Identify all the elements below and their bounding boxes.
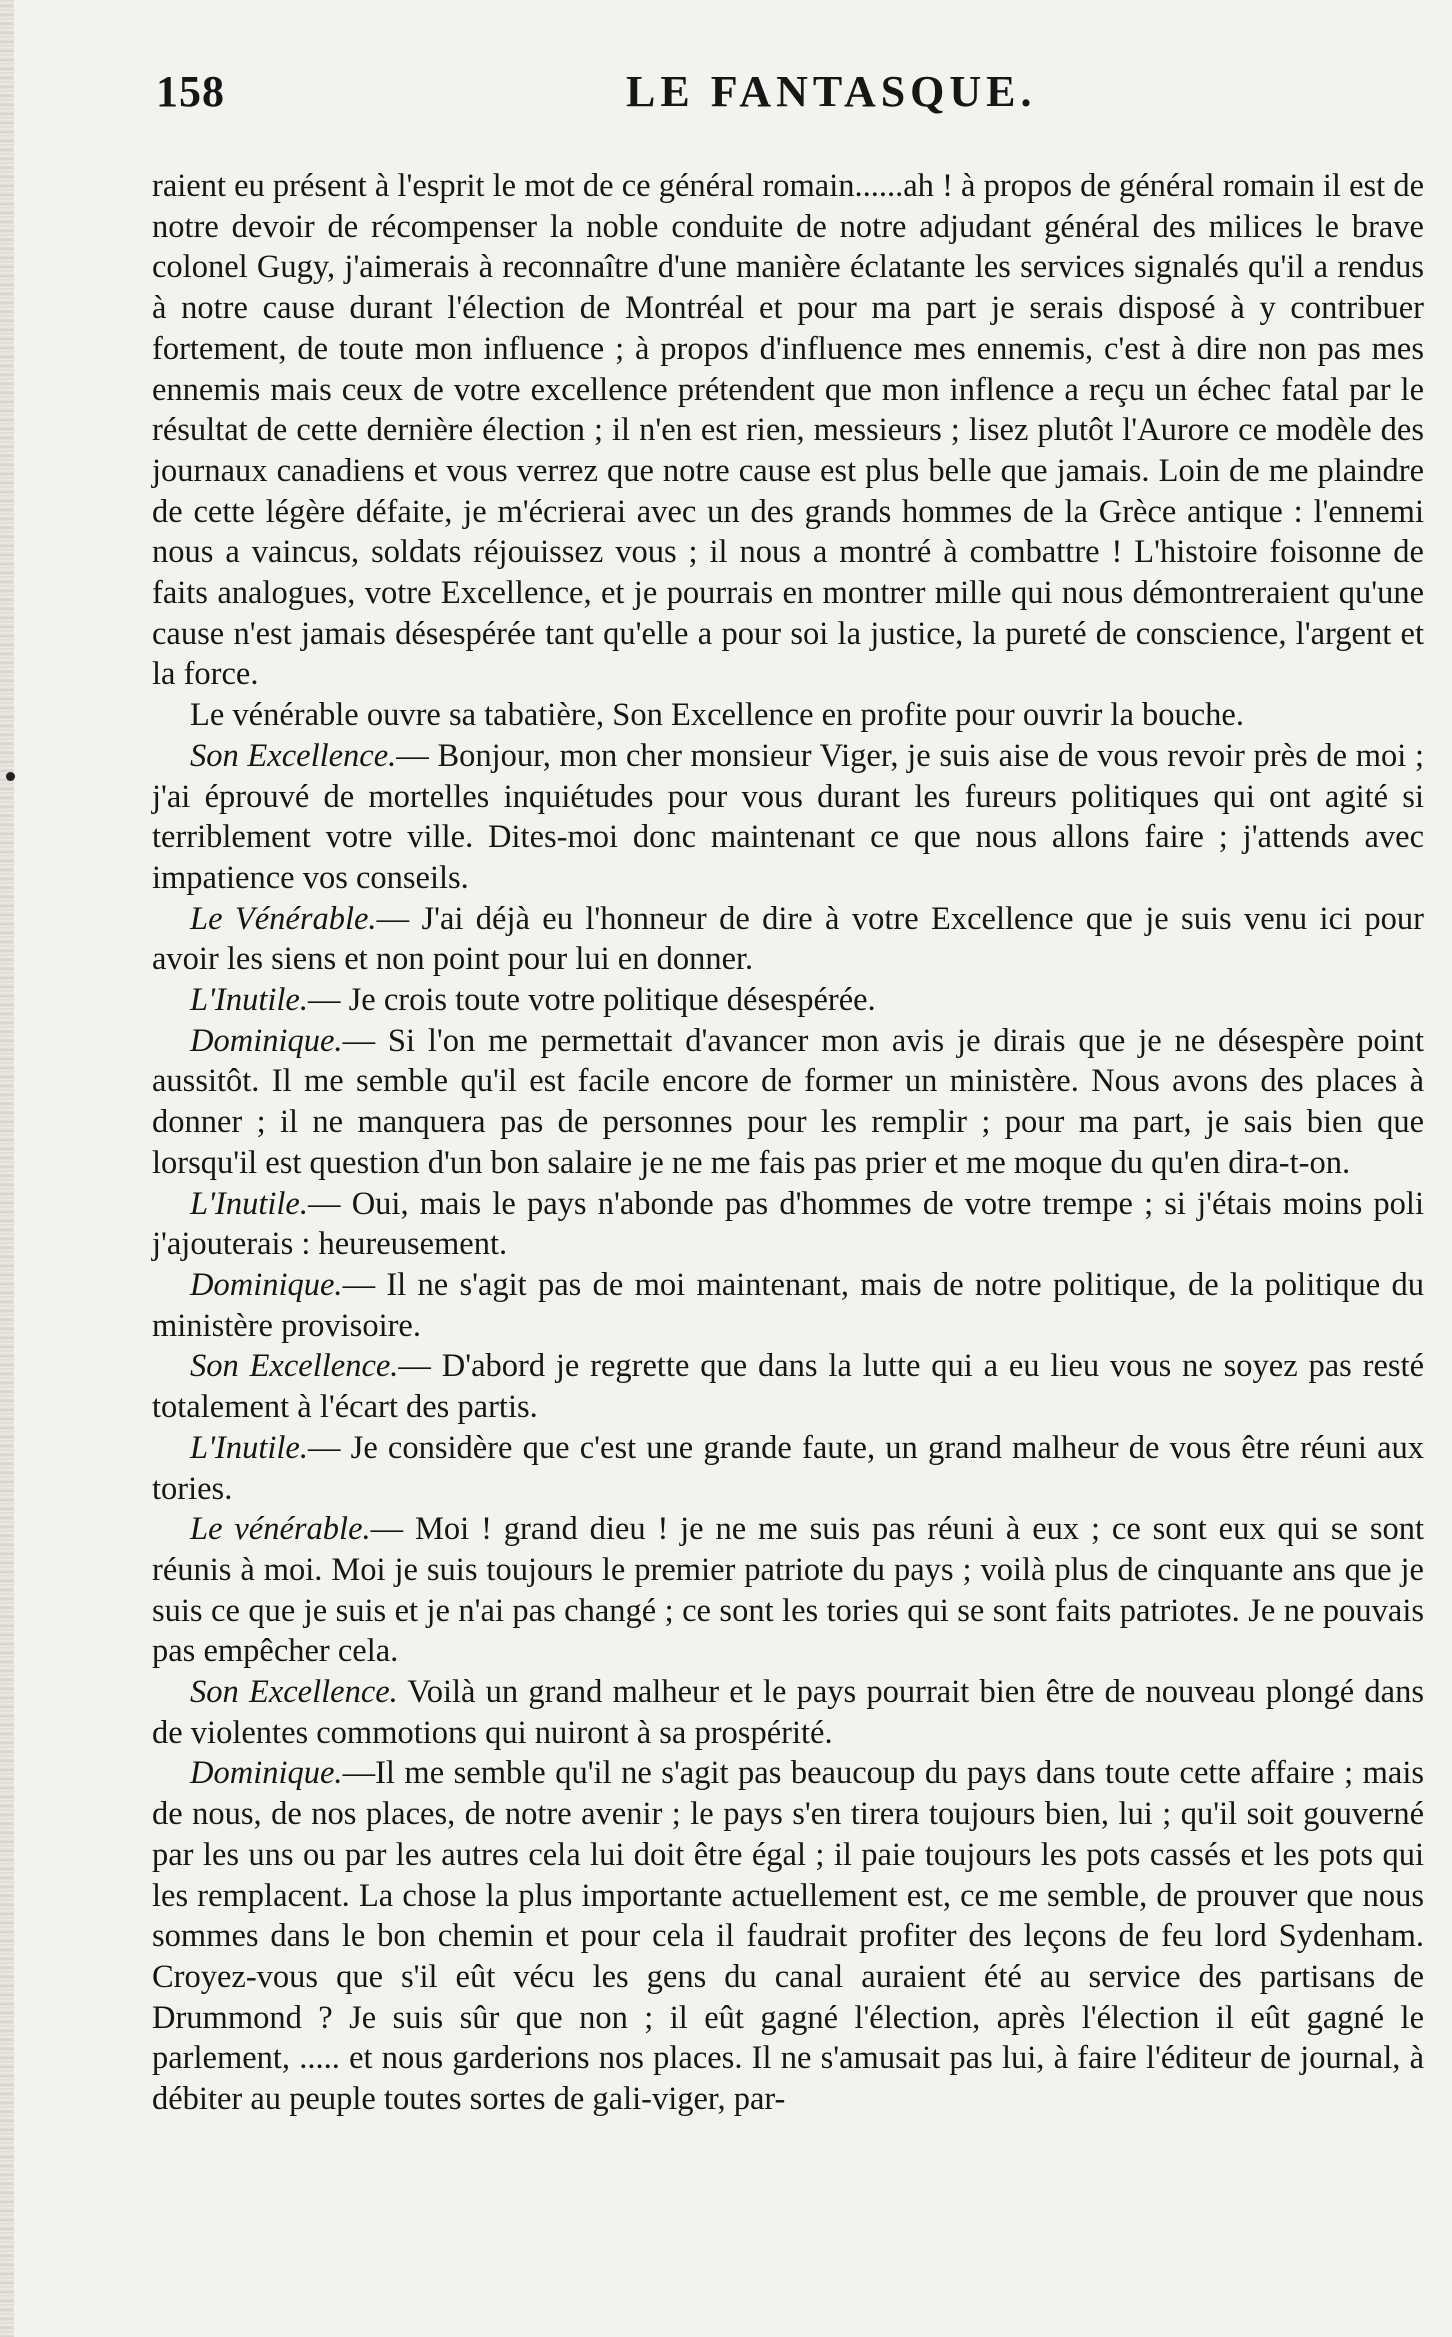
speaker-name: Dominique.: [190, 1022, 343, 1059]
dialogue-text: —Il me semble qu'il ne s'agit pas beaucoup du pays dans toute cette affaire ; mais de nous, de nos places, de notre avenir ; le pays s'en tirera toujours bien, lui ; qu'il soit gouverné par les uns ou par les autres cela lui doit être égal ; il paie toujours les pots cassés et les pots qui les remplacent. La chose la plus importante actuellement est, ce me semble, de prouver que nous sommes dans le bon chemin et pour cela il faudrait profiter des leçons de feu lord Sydenham. Croyez-vous que s'il eût vécu les gens du canal auraient été au service des partisans de Drummond ? Je suis sûr que non ; il eût gagné l'élection, après l'élection il eût gagné le parlement, ..... et nous garderions nos places. Il ne s'amusait pas lui, à faire l'éditeur de journal, à débiter au peuple toutes sortes de gali-viger, par-: [152, 1755, 1424, 2118]
dialogue-line: [152, 1021, 1424, 1184]
speaker-name: Son Excellence.: [190, 1674, 398, 1711]
dialogue-line: [152, 1428, 1424, 1509]
speaker-name: Dominique.: [190, 1266, 343, 1303]
page-edge-shadow: [0, 0, 14, 2337]
speaker-name: Son Excellence.: [190, 737, 397, 774]
paragraph-continuation: [152, 166, 1424, 695]
dialogue-text: — D'abord je regrette que dans la lutte qui a eu lieu vous ne soyez pas resté totalement à l'écart des partis.: [152, 1348, 1424, 1426]
page-number: 158: [156, 67, 225, 116]
speaker-name: L'Inutile.: [190, 1185, 308, 1222]
dialogue-line: [152, 1184, 1424, 1265]
speaker-name: Le vénérable.: [190, 1511, 371, 1548]
dialogue-line: [152, 1265, 1424, 1346]
dialogue-text: Voilà un grand malheur et le pays pourrait bien être de nouveau plongé dans de violentes commotions qui nuiront à sa prospérité.: [152, 1674, 1425, 1751]
dialogue-line: [152, 1753, 1424, 2119]
speaker-name: Son Excellence.: [190, 1348, 399, 1385]
running-title: LE FANTASQUE.: [626, 67, 1037, 116]
speaker-name: L'Inutile.: [190, 982, 308, 1019]
dialogue-text: — Si l'on me permettait d'avancer mon avis je dirais que je ne désespère point aussitôt. Il me semble qu'il est facile encore de former un ministère. Nous avons des places à donner ; il ne manquera pas de personnes pour les remplir ; pour ma part, je sais bien que lorsqu'il est question d'un bon salaire je ne me fais pas prier et me moque du qu'en dira-t-on.: [152, 1022, 1424, 1181]
dialogue-text: — Moi ! grand dieu ! je ne me suis pas réuni à eux ; ce sont eux qui se sont réunis à moi. Moi je suis toujours le premier patriote du pays ; voilà plus de cinquante ans que je suis ce que je suis et je n'ai pas changé ; ce sont les tories qui se sont faits patriotes. Je ne pouvais pas empêcher cela.: [152, 1511, 1424, 1670]
dialogue-line: [152, 1509, 1424, 1672]
dialogue-text: — Il ne s'agit pas de moi maintenant, mais de notre politique, de la politique du ministère provisoire.: [152, 1266, 1424, 1344]
page-header: [156, 62, 1416, 132]
speaker-name: Le Vénérable.: [190, 900, 377, 937]
dialogue-text: — Bonjour, mon cher monsieur Viger, je suis aise de vous revoir près de moi ; j'ai éprouvé de mortelles inquiétudes pour vous durant les fureurs politiques qui ont agité si terriblement votre ville. Dites-moi donc maintenant ce que nous allons faire ; j'attends avec impatience vos conseils.: [152, 737, 1424, 896]
paragraph-stage-direction: [152, 695, 1424, 736]
dialogue-line: [152, 1346, 1424, 1427]
margin-mark: [6, 772, 15, 781]
dialogue-text: — Je crois toute votre politique désespérée.: [308, 982, 876, 1019]
dialogue-text: — Oui, mais le pays n'abonde pas d'hommes de votre trempe ; si j'étais moins poli j'ajouterais : heureusement.: [152, 1185, 1424, 1263]
dialogue-line: [152, 1672, 1424, 1753]
dialogue-line: [152, 980, 1424, 1021]
dialogue-text: — J'ai déjà eu l'honneur de dire à votre Excellence que je suis venu ici pour avoir les siens et non point pour lui en donner.: [152, 900, 1424, 978]
dialogue-text: — Je considère que c'est une grande faute, un grand malheur de vous être réuni aux tories.: [152, 1429, 1424, 1507]
speaker-name: Dominique.: [190, 1755, 343, 1792]
speaker-name: L'Inutile.: [190, 1429, 308, 1466]
dialogue-line: [152, 899, 1424, 980]
body-text: [152, 166, 1424, 2120]
dialogue-line: [152, 736, 1424, 899]
paragraph-text: raient eu présent à l'esprit le mot de ce général romain......ah ! à propos de général romain il est de notre devoir de récompenser la noble conduite de notre adjudant général des milices le brave colonel Gugy, j'aimerais à reconnaître d'une manière éclatante les services signalés qu'il a rendus à notre cause durant l'élection de Montréal et pour ma part je serais disposé à y contribuer fortement, de toute mon influence ; à propos d'influence mes ennemis, c'est à dire non pas mes ennemis mais ceux de votre excellence prétendent que mon inflence a reçu un échec fatal par le résultat de cette dernière élection ; il n'en est rien, messieurs ; lisez plutôt l'Aurore ce modèle des journaux canadiens et vous verrez que notre cause est plus belle que jamais. Loin de me plaindre de cette légère défaite, je m'écrierai avec un des grands hommes de la Grèce antique : l'ennemi nous a vaincus, soldats réjouissez vous ; il nous a montré à combattre ! L'histoire foisonne de faits analogues, votre Excellence, et je pourrais en montrer mille qui nous démontreraient qu'une cause n'est jamais désespérée tant qu'elle a pour soi la justice, la pureté de conscience, l'argent et la force.: [152, 168, 1424, 693]
paragraph-text: Le vénérable ouvre sa tabatière, Son Excellence en profite pour ouvrir la bouche.: [190, 697, 1244, 734]
